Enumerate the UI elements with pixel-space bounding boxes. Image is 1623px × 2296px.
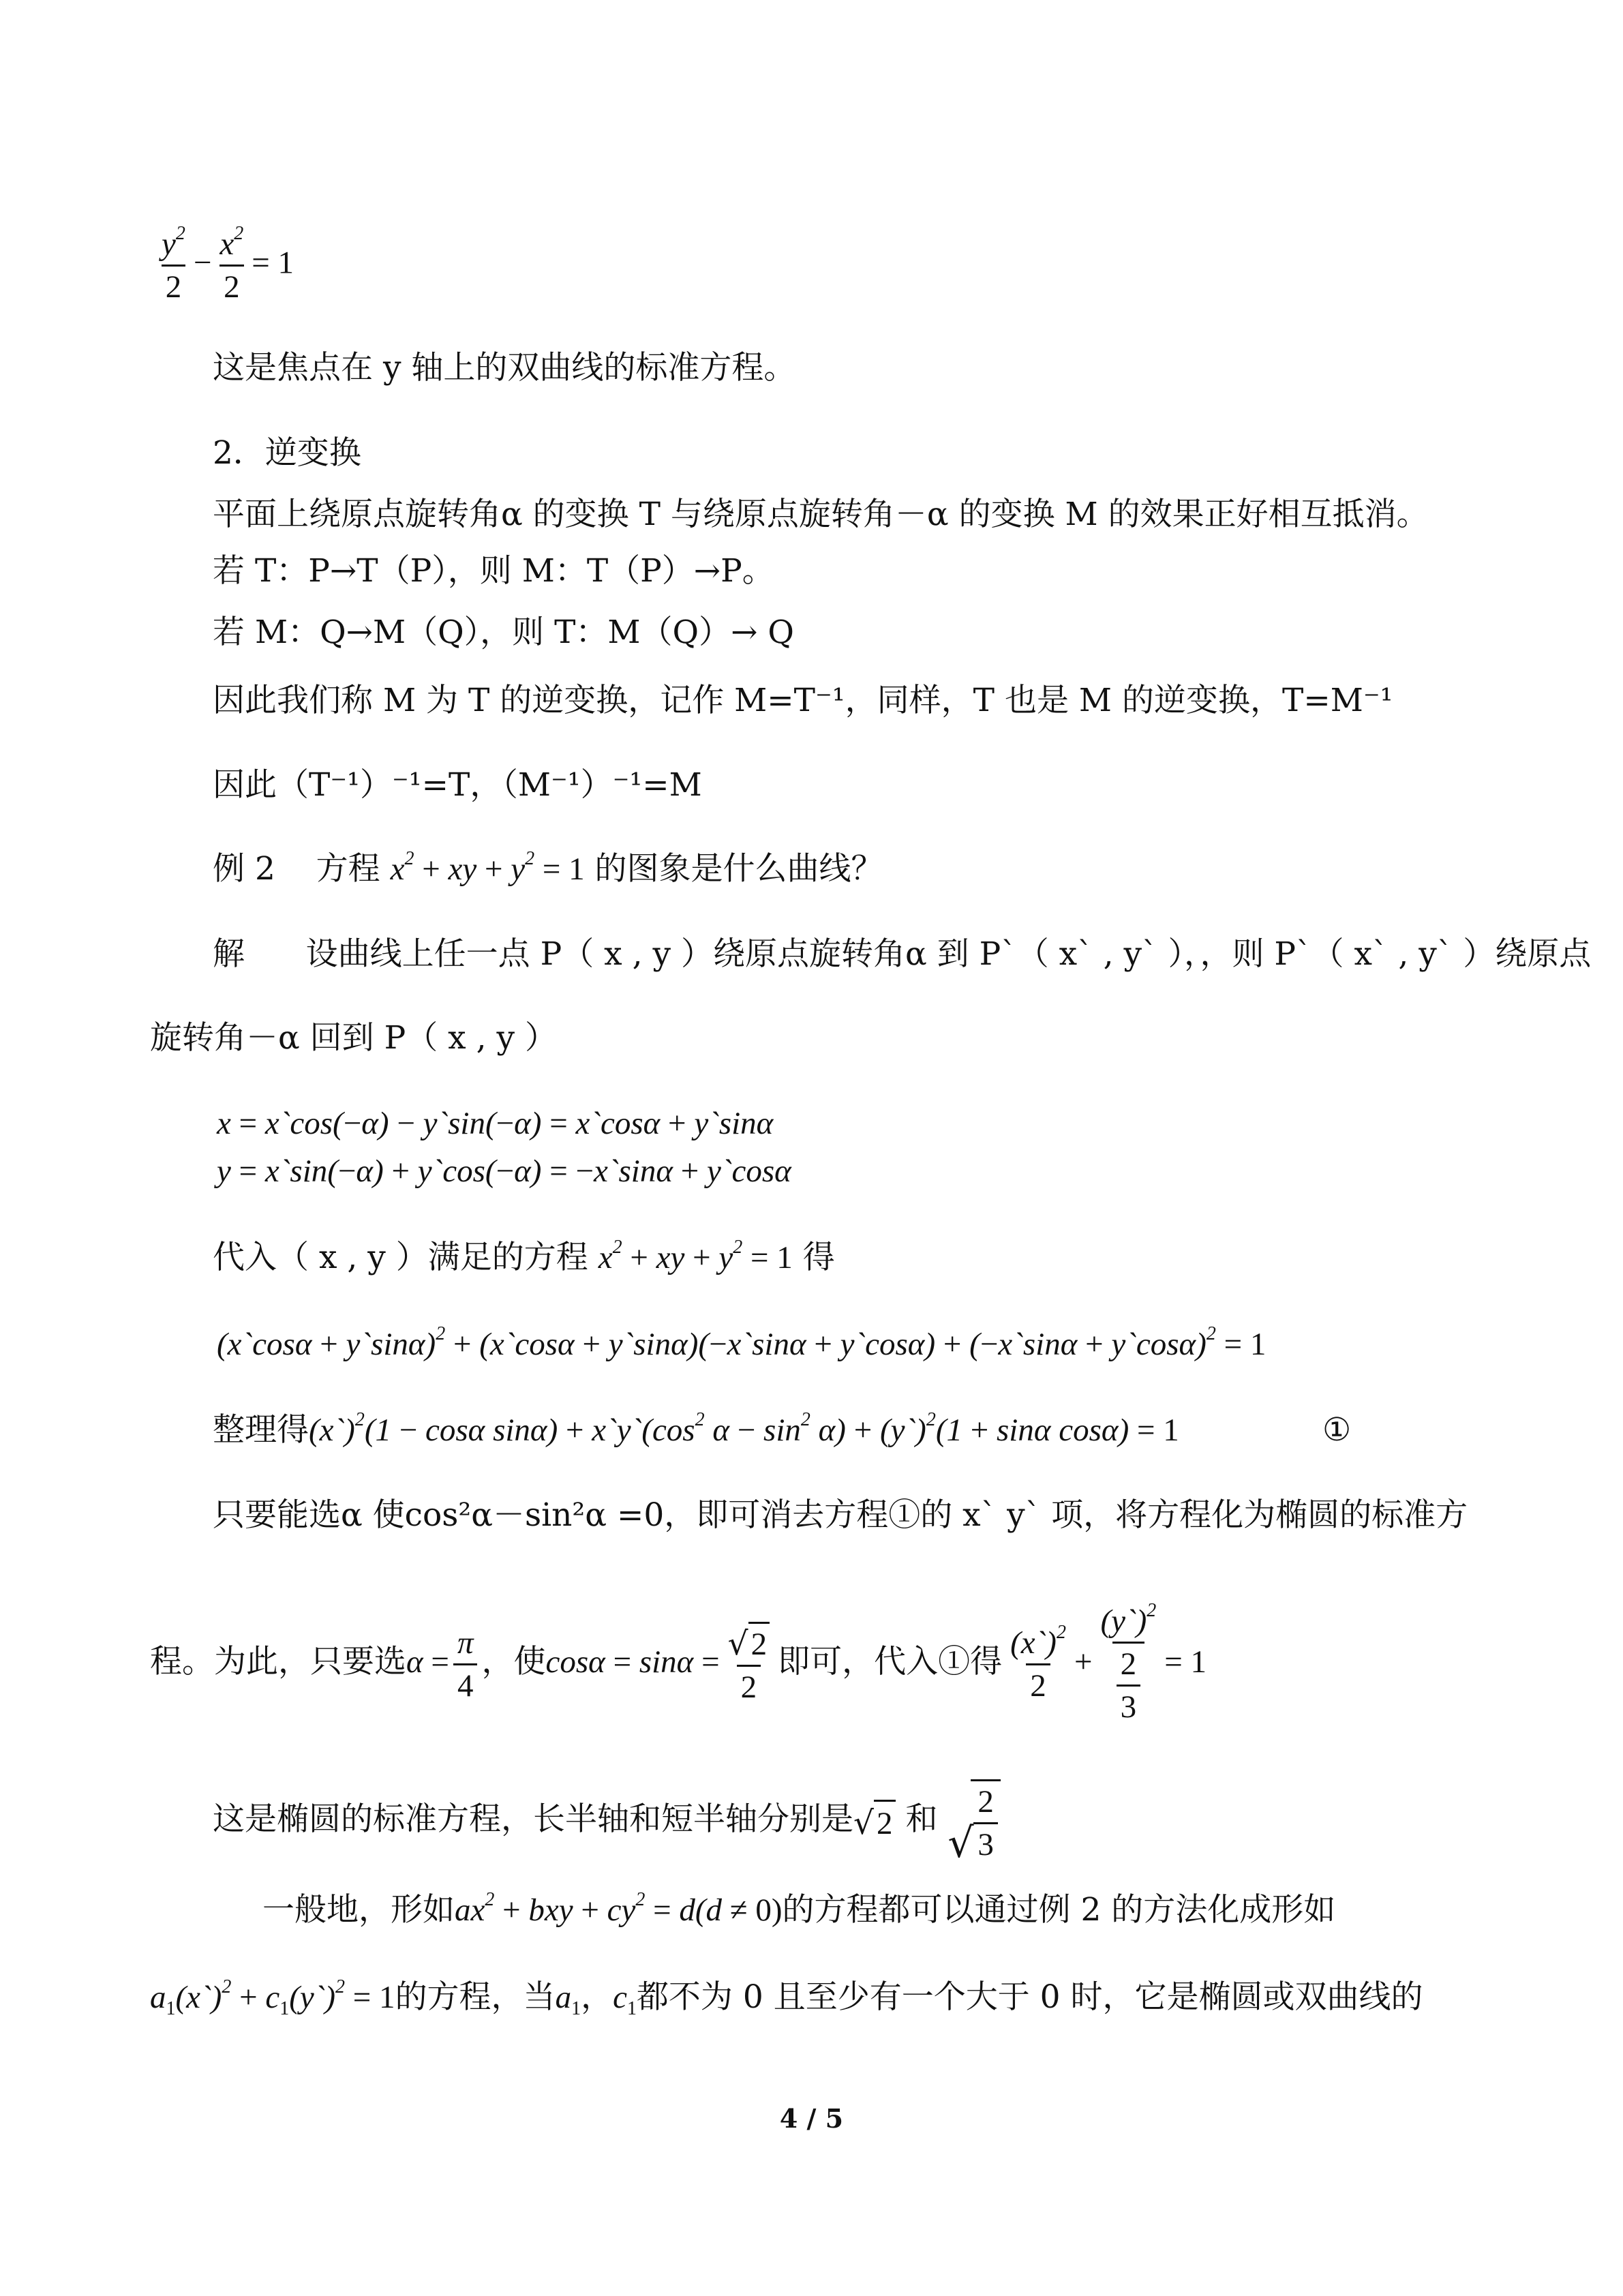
section-title: 2．逆变换 [213, 434, 361, 472]
paragraph-inverse-3: 若 M：Q→M（Q），则 T：M（Q）→ Q [213, 614, 794, 651]
choose-line-2: 程。为此，只要选α = $\frac{\pi}{4}$ ，使cosα = sinα = √ 2 2 即可，代入①得 $\frac{(x`)^2}{2}$ + $\frac{(y`)^2}{\frac{2}{3}}$ = 1 [150, 1600, 1207, 1725]
choose-line-1: 只要能选α 使cos²α－sin²α =0，即可消去方程①的 x` y` 项，将方程化为椭圆的标准方 [213, 1496, 1468, 1534]
choose-text-a: 程。为此，只要选 [150, 1643, 406, 1680]
rotation-formula-x: x = x`cos(−α) − y`sin(−α) = x`cosα + y`sinα [217, 1106, 774, 1141]
substitute-text: 代入（ x , y ）满足的方程 [213, 1239, 588, 1276]
reduced-equation: $a_1(x`)^2$ + $c_1(y`)^2 = 1$ [150, 1976, 395, 2019]
solution-line-2: 旋转角－α 回到 P（ x , y ） [150, 1019, 558, 1057]
general-line-2: $a_1(x`)^2$ + $c_1(y`)^2 = 1$的方程，当$a_1$，$c_1$都不为 0 且至少有一个大于 0 时，它是椭圆或双曲线的 [150, 1976, 1423, 2019]
general-text-b: 的方程都可以通过例 2 的方法化成形如 [782, 1891, 1336, 1929]
general-text-e: 都不为 0 且至少有一个大于 0 时，它是椭圆或双曲线的 [636, 1978, 1423, 2016]
rotation-formula-y: y = x`sin(−α) + y`cos(−α) = −x`sinα + y`cosα [217, 1153, 791, 1189]
paragraph-inverse-4: 因此我们称 M 为 T 的逆变换，记作 M=T⁻¹，同样，T 也是 M 的逆变换，T=M⁻¹ [213, 682, 1393, 719]
substitute-equation: $x^2$ + xy + $y^2 = 1$ [598, 1237, 793, 1275]
expanded-equation: (x`cosα + y`sinα)$^2$ + (x`cosα + y`sinα)(−x`sinα + y`cosα) + (−x`sinα + y`cosα)$^2$ = 1 [217, 1323, 1266, 1362]
ellipse-and: 和 [905, 1800, 938, 1838]
hyperbola-description: 这是焦点在 y 轴上的双曲线的标准方程。 [213, 349, 796, 387]
general-text-a: 一般地，形如 [262, 1891, 455, 1929]
example-text: 方程 [316, 850, 380, 888]
arrange-label: 整理得 [213, 1411, 309, 1449]
solution-text: 设曲线上任一点 P（ x , y ）绕原点旋转角α 到 P`（ x` , y` ），，则 P`（ x` , y` ）绕原点 [305, 935, 1592, 973]
page-number: 4 / 5 [779, 2103, 844, 2134]
substitute-suffix: 得 [802, 1239, 835, 1276]
example-label: 例 2 [213, 850, 275, 888]
example-question: 的图象是什么曲线？ [594, 850, 883, 888]
general-line-1 [262, 1890, 1335, 1931]
hyperbola-equation: $\frac{y^2}{2}$ − $\frac{x^2}{2}$ = 1 [162, 223, 294, 305]
equation-number: ① [1322, 1411, 1352, 1449]
ellipse-line: 这是椭圆的标准方程，长半轴和短半轴分别是 √ 2 和 √ $\frac{2}{3}$ [213, 1779, 1001, 1864]
general-equation: $ax^2$ + bxy + $cy^2 = d(d \ne 0)$ [455, 1889, 783, 1928]
arranged-equation: (x`)$^2$(1 − cosα $\sin\alpha) + x`y`(\cos^2$ $\alpha - \sin^2 \alpha$) + (y`)$^2$(1 + sinα cosα) = 1 [309, 1409, 1179, 1448]
example-2 [213, 849, 883, 890]
substitute-line [213, 1237, 835, 1278]
paragraph-inverse-5: 因此（T⁻¹）⁻¹=T，（M⁻¹）⁻¹=M [213, 766, 702, 804]
solution-line-1 [213, 934, 1591, 975]
choose-text-b: ，使 [481, 1643, 546, 1680]
solution-label: 解 [213, 935, 245, 973]
paragraph-inverse-2: 若 T：P→T（P），则 M：T（P）→P。 [213, 552, 774, 590]
general-text-c: 的方程，当 [395, 1978, 556, 2016]
ellipse-text: 这是椭圆的标准方程，长半轴和短半轴分别是 [213, 1800, 853, 1838]
choose-text-c: 即可，代入①得 [778, 1643, 1003, 1680]
paragraph-inverse-1: 平面上绕原点旋转角α 的变换 T 与绕原点旋转角－α 的变换 M 的效果正好相互抵消。 [213, 496, 1429, 533]
general-text-d: ， [581, 1978, 613, 2016]
example-equation: $x^2$ + xy + $y^2 = 1$ [390, 848, 585, 887]
arranged-line [213, 1410, 1179, 1451]
